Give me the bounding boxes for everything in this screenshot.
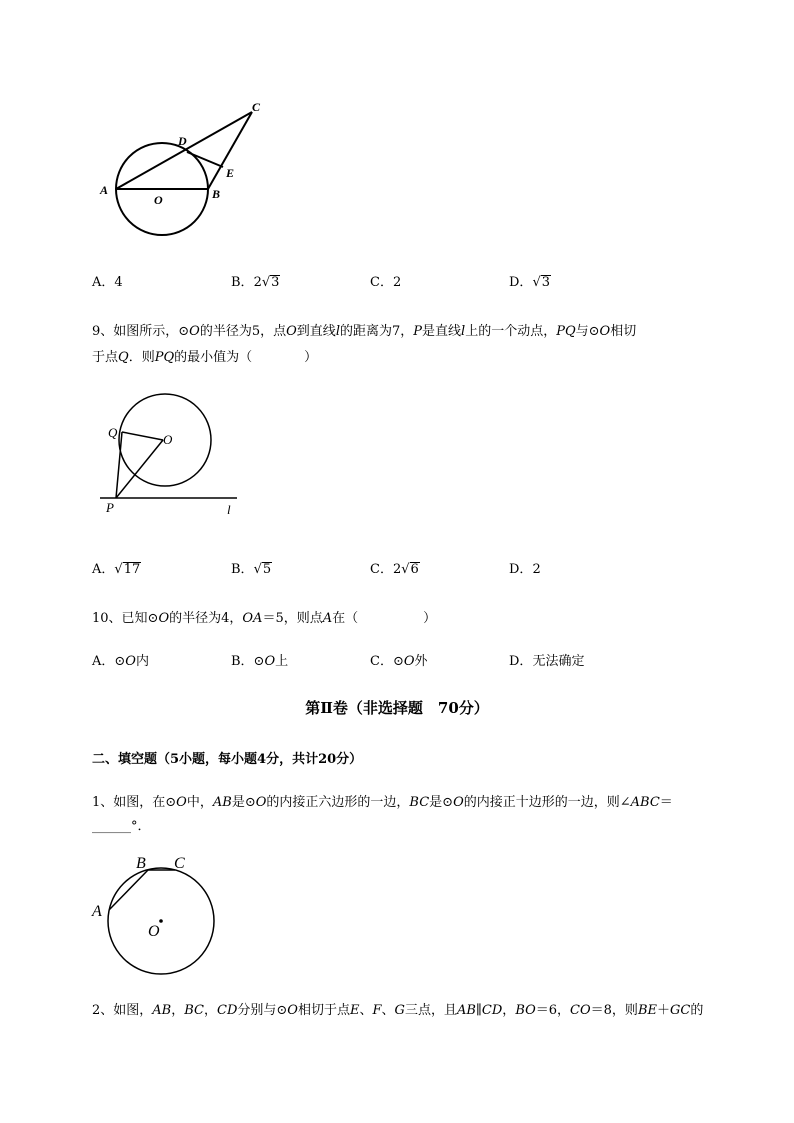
- label-a: A: [92, 903, 102, 920]
- label-d: D: [178, 134, 187, 148]
- segment-de: [187, 152, 223, 167]
- figure-f1: [88, 850, 223, 980]
- q9-option-c: C．2√6: [370, 562, 419, 577]
- label-b: B: [212, 187, 221, 201]
- q10-option-a: A．⊙O内: [92, 654, 149, 669]
- center-dot: [159, 919, 163, 923]
- label-e: E: [226, 166, 235, 180]
- q8-option-d: D．√3: [509, 275, 551, 290]
- label-c: C: [252, 100, 261, 114]
- q10-option-b: B．⊙O上: [231, 654, 289, 669]
- label-p: P: [106, 500, 114, 515]
- label-o: O: [148, 923, 160, 940]
- q8-option-b: B．2√3: [231, 275, 280, 290]
- q8-option-a: A．4: [92, 275, 123, 290]
- q10-option-d: D．无法确定: [509, 654, 585, 669]
- f2-stem-line1: 2、如图，AB，BC，CD分别与⊙O相切于点E、F、G三点，且AB∥CD，BO＝6，CO＝8，则BE＋GC的: [92, 1003, 704, 1018]
- label-c: C: [174, 855, 185, 872]
- q9-option-b: B．√5: [231, 562, 272, 577]
- q8-option-c: C．2: [370, 275, 402, 290]
- label-q: Q: [108, 425, 118, 440]
- q9-stem-line1: 9、如图所示，⊙O的半径为5，点O到直线l的距离为7，P是直线l上的一个动点，PQ与⊙O相切: [92, 324, 637, 339]
- label-l: l: [227, 502, 231, 517]
- q9-option-a: A．√17: [92, 562, 141, 577]
- f1-stem-line2: ______°．: [92, 819, 151, 834]
- q9-option-d: D．2: [509, 562, 541, 577]
- figure-q8: [90, 95, 280, 240]
- q10-stem: 10、已知⊙O的半径为4，OA＝5，则点A在（ ）: [92, 611, 437, 626]
- q10-option-c: C．⊙O外: [370, 654, 428, 669]
- part2-title: 第Ⅱ卷（非选择题 70分）: [305, 699, 489, 717]
- q9-stem-line2: 于点Q．则PQ的最小值为（ ）: [92, 350, 318, 365]
- f1-stem-line1: 1、如图，在⊙O中，AB是⊙O的内接正六边形的一边，BC是⊙O的内接正十边形的一边，则∠ABC＝: [92, 795, 673, 810]
- section2-title: 二、填空题（5小题，每小题4分，共计20分）: [92, 752, 363, 767]
- chord-ab: [109, 870, 148, 910]
- segment-qo: [122, 432, 163, 440]
- label-b: B: [136, 855, 146, 872]
- figure-q9: [95, 385, 245, 520]
- label-a: A: [100, 183, 109, 197]
- label-o: O: [154, 193, 163, 207]
- segment-op: [116, 440, 163, 498]
- label-o: O: [163, 432, 173, 447]
